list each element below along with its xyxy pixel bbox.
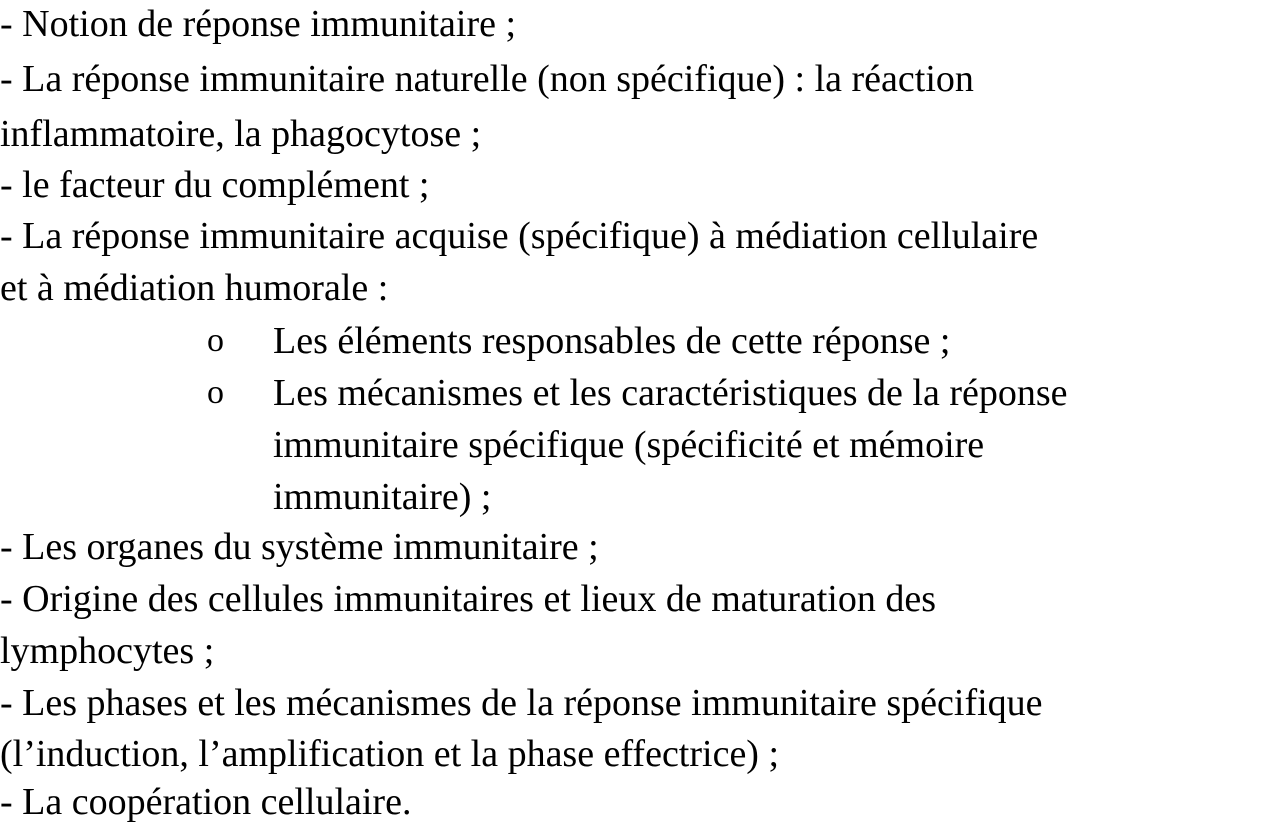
list-item: - Origine des cellules immunitaires et lieux de maturation des <box>0 578 937 620</box>
list-item: - La réponse immunitaire naturelle (non spécifique) : la réaction <box>0 58 974 100</box>
sub-list-item: Les mécanismes et les caractéristiques de la réponse <box>273 372 1068 414</box>
list-item: - Les phases et les mécanismes de la réponse immunitaire spécifique <box>0 682 1043 724</box>
list-item: - le facteur du complément ; <box>0 164 430 206</box>
list-item-continuation: (l’induction, l’amplification et la phase effectrice) ; <box>0 733 780 775</box>
sub-bullet-marker: o <box>207 322 224 359</box>
sub-list-item-continuation: immunitaire spécifique (spécificité et mémoire <box>273 424 985 466</box>
list-item-continuation: et à médiation humorale : <box>0 267 389 309</box>
list-item-continuation: inflammatoire, la phagocytose ; <box>0 113 482 155</box>
sub-list-item-continuation: immunitaire) ; <box>273 476 492 518</box>
list-item-continuation: lymphocytes ; <box>0 630 215 672</box>
list-item: - Les organes du système immunitaire ; <box>0 526 599 568</box>
list-item: - La coopération cellulaire. <box>0 781 412 823</box>
sub-list-item: Les éléments responsables de cette réponse ; <box>273 320 951 362</box>
sub-bullet-marker: o <box>207 374 224 411</box>
list-item: - La réponse immunitaire acquise (spécifique) à médiation cellulaire <box>0 215 1039 257</box>
list-item: - Notion de réponse immunitaire ; <box>0 3 517 45</box>
